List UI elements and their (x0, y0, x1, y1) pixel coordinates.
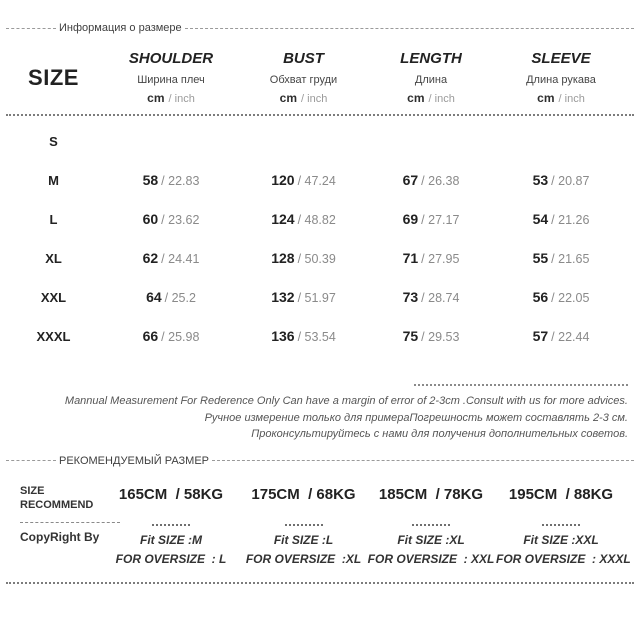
table-row-m (6, 161, 634, 200)
fit-size-label: Fit SIZE :XL (397, 532, 465, 547)
value-cm: 136 (271, 327, 295, 344)
value-inch: / 24.41 (161, 251, 200, 266)
value-inch: / 20.87 (551, 173, 590, 188)
bottom-rule (6, 582, 634, 584)
recommend-section-title: РЕКОМЕНДУЕМЫЙ РАЗМЕР (59, 454, 210, 467)
recommend-header-line2: RECOMMEND (20, 498, 94, 511)
value-inch: / 27.17 (421, 212, 460, 227)
cell-length (366, 250, 496, 268)
value-cm: 55 (532, 249, 549, 266)
column-subtitle: Обхват груди (269, 74, 338, 86)
value-cm: 60 (142, 210, 159, 227)
row-size-label: XXXL (36, 329, 71, 344)
cell-sleeve (496, 172, 626, 190)
column-subtitle: Длина (414, 74, 448, 86)
value-cm: 128 (271, 249, 295, 266)
column-units (101, 91, 241, 105)
value-cm: 58 (142, 171, 159, 188)
value-cm: 56 (532, 288, 549, 305)
column-units (241, 91, 366, 105)
recommend-row-sizes (6, 480, 634, 512)
fit-cell (496, 522, 631, 569)
value-inch: / 26.38 (421, 173, 460, 188)
table-row-xxl (6, 278, 634, 317)
value-inch: / 47.24 (297, 173, 336, 188)
oversize-label: FOR OVERSIZE :XL (245, 551, 362, 566)
recommend-header-line1: SIZE (20, 484, 45, 497)
column-header-shoulder (101, 50, 241, 105)
note-ru-2: Проконсультируйтесь с нами для получения дополнительных советов. (251, 428, 628, 440)
row-size-label: XXL (40, 290, 67, 305)
unit-cm: cm (147, 91, 165, 105)
column-header-sleeve (496, 50, 626, 105)
size-info-section-title: Информация о размере (59, 22, 182, 34)
cell-shoulder (101, 172, 241, 190)
value-inch: / 53.54 (297, 329, 336, 344)
unit-cm: cm (407, 91, 425, 105)
note-ru-1: Ручное измерение только для примераПогрешность может составлять 2-3 см. (204, 411, 628, 424)
unit-inch: / inch (168, 93, 195, 105)
value-cm: 67 (402, 171, 419, 188)
cell-bust (241, 211, 366, 229)
cell-sleeve (496, 250, 626, 268)
value-inch: / 22.44 (551, 329, 590, 344)
cell-sleeve (496, 133, 626, 151)
column-name: SLEEVE (531, 50, 591, 67)
size-table-header (6, 50, 634, 105)
cell-length (366, 328, 496, 346)
divider-dash-left (6, 28, 56, 29)
fit-cell (366, 522, 496, 569)
recommend-height-weight: 175CM / 68KG (251, 485, 356, 503)
divider-dash-left (6, 460, 56, 461)
divider-dash-right (212, 460, 634, 461)
unit-inch: / inch (558, 93, 585, 105)
value-cm: 124 (271, 210, 295, 227)
column-name: LENGTH (400, 50, 462, 67)
value-inch: / 28.74 (421, 290, 460, 305)
value-inch: / 29.53 (421, 329, 460, 344)
cell-length (366, 172, 496, 190)
value-inch: / 25.98 (161, 329, 200, 344)
cell-bust (241, 289, 366, 307)
column-name: BUST (283, 50, 324, 67)
value-cm: 69 (402, 210, 419, 227)
fit-size-label: Fit SIZE :M (140, 532, 202, 547)
recommend-row-header (6, 480, 101, 512)
value-cm: 53 (532, 171, 549, 188)
table-row-l (6, 200, 634, 239)
column-name: SHOULDER (128, 50, 214, 67)
column-header-length (366, 50, 496, 105)
unit-cm: cm (537, 91, 555, 105)
column-subtitle: Ширина плеч (137, 74, 205, 86)
value-cm: 54 (532, 210, 549, 227)
value-inch: / 21.26 (551, 212, 590, 227)
recommend-height-weight: 195CM / 88KG (508, 485, 614, 503)
value-cm: 75 (402, 327, 419, 344)
cell-shoulder (101, 328, 241, 346)
cell-length (366, 211, 496, 229)
value-inch: / 48.82 (297, 212, 336, 227)
recommend-divider (6, 455, 634, 467)
size-table-body (6, 122, 634, 356)
cell-shoulder (101, 211, 241, 229)
value-cm: 57 (532, 327, 549, 344)
column-units (366, 91, 496, 105)
table-row-xl (6, 239, 634, 278)
cell-sleeve (496, 328, 626, 346)
value-inch: / 50.39 (297, 251, 336, 266)
cell-length (366, 133, 496, 151)
table-row-s (6, 122, 634, 161)
column-header-bust (241, 50, 366, 105)
oversize-label: FOR OVERSIZE : XXXL (496, 551, 631, 566)
cell-shoulder (101, 250, 241, 268)
measurement-notes (6, 384, 634, 443)
value-cm: 62 (142, 249, 159, 266)
fit-cell (101, 522, 241, 569)
note-en: Mannual Measurement For Rederence Only Can have a margin of error of 2-3cm .Consult with us for more advices. (64, 395, 628, 407)
divider-dash-right (185, 28, 634, 29)
value-inch: / 27.95 (421, 251, 460, 266)
header-rule (6, 114, 634, 116)
oversize-label: FOR OVERSIZE : L (115, 551, 227, 566)
fit-size-label: Fit SIZE :XXL (523, 532, 599, 547)
value-inch: / 22.83 (161, 173, 200, 188)
oversize-label: FOR OVERSIZE : XXL (367, 551, 495, 566)
unit-inch: / inch (301, 93, 328, 105)
value-inch: / 25.2 (164, 290, 196, 305)
row-size-label: L (49, 212, 58, 227)
fit-cell (241, 522, 366, 569)
fit-size-label: Fit SIZE :L (273, 532, 334, 547)
column-subtitle: Длина рукава (526, 74, 596, 86)
copyright-label: CopyRight By (20, 529, 100, 544)
cell-bust (241, 172, 366, 190)
value-cm: 132 (271, 288, 295, 305)
size-header-label: SIZE (28, 64, 79, 90)
column-units (496, 91, 626, 105)
cell-bust (241, 133, 366, 151)
recommend-height-weight: 185CM / 78KG (378, 485, 484, 503)
row-size-label: XL (45, 251, 62, 266)
value-cm: 73 (402, 288, 419, 305)
value-inch: / 51.97 (297, 290, 336, 305)
value-cm: 120 (271, 171, 295, 188)
cell-shoulder (101, 289, 241, 307)
cell-shoulder (101, 133, 241, 151)
value-cm: 66 (142, 327, 159, 344)
fit-dots-rule (285, 524, 323, 526)
notes-rule (414, 384, 628, 386)
row-size-label: S (49, 134, 58, 149)
size-info-divider (6, 22, 634, 34)
fit-dots-rule (412, 524, 450, 526)
cell-sleeve (496, 289, 626, 307)
recommend-height-weight: 165CM / 58KG (118, 485, 224, 503)
table-row-xxxl (6, 317, 634, 356)
cell-length (366, 289, 496, 307)
fit-dots-rule (542, 524, 580, 526)
value-inch: / 22.05 (551, 290, 590, 305)
cell-bust (241, 250, 366, 268)
value-cm: 64 (146, 288, 162, 305)
unit-cm: cm (279, 91, 298, 105)
cell-bust (241, 328, 366, 346)
recommend-row-fit (6, 522, 634, 569)
fit-dots-rule (152, 524, 190, 526)
row-size-label: M (48, 173, 59, 188)
copyright-cell (6, 522, 101, 544)
cell-sleeve (496, 211, 626, 229)
value-inch: / 21.65 (551, 251, 590, 266)
value-cm: 71 (402, 249, 419, 266)
unit-inch: / inch (428, 93, 455, 105)
value-inch: / 23.62 (161, 212, 200, 227)
